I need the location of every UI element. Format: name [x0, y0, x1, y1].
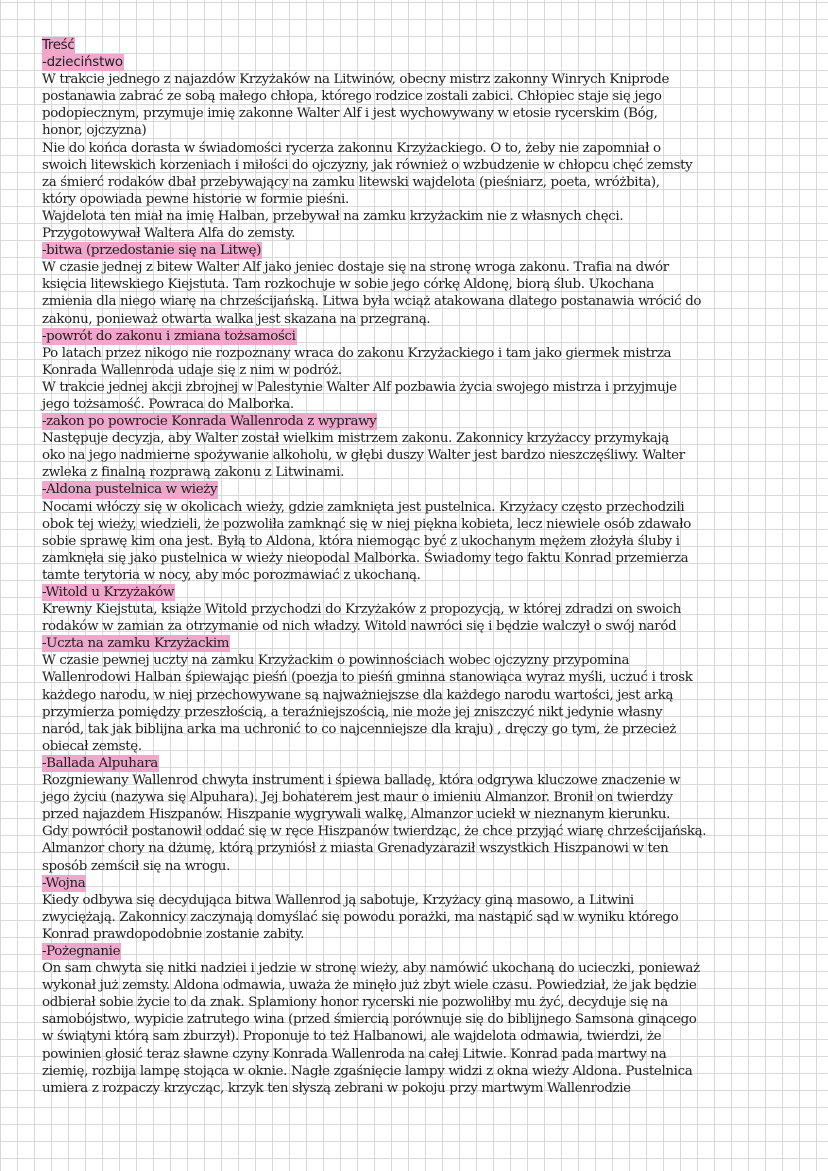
text-line-content: W czasie jednej z bitew Walter Alf jako jeniec dostaje się na stronę wroga zakonu. Trafia na dwór — [42, 260, 669, 276]
text-line-content: postanawia zabrać ze sobą małego chłopa, którego rodzice zostali zabici. Chłopiec staje się jego — [42, 89, 662, 105]
section-heading: -Aldona pustelnica w wieży — [42, 482, 218, 498]
text-line — [42, 977, 794, 994]
text-line-content: tamte terytoria w nocy, aby móc porozmawiać z ukochaną. — [42, 567, 421, 583]
text-line — [42, 1028, 794, 1045]
text-line — [42, 618, 794, 635]
text-line — [42, 345, 794, 362]
section-heading: -Uczta na zamku Krzyżackim — [42, 636, 230, 652]
text-line-content: Wajdelota ten miał na imię Halban, przebywał na zamku krzyżackim nie z własnych chęci. — [42, 208, 624, 224]
note-title-line — [42, 37, 794, 54]
text-line-content: jego tożsamość. Powraca do Malborka. — [42, 396, 294, 412]
text-line-content: Krewny Kiejstuta, książe Witold przychodzi do Krzyżaków z propozycją, w której zdradzi on swoich — [42, 602, 682, 618]
text-line-content: Wallenrodowi Halban śpiewając pieśń (poezja to pieśń gminna stanowiąca wyraz myśli, uczuć i trosk — [42, 670, 693, 686]
text-line-content: umiera z rozpaczy krzycząc, krzyk ten słyszą zebrani w pokoju przy martwym Wallenrodzie — [42, 1080, 631, 1096]
text-line-content: zwyciężają. Zakonnicy zaczynają domyślać się powodu porażki, ma nastąpić sąd w wyniku którego — [42, 909, 679, 925]
section-heading: -Wojna — [42, 875, 86, 891]
section-heading-line — [42, 755, 794, 772]
text-line — [42, 379, 794, 396]
section-heading-line — [42, 943, 794, 960]
text-line-content: naród, tak jak biblijna arka ma uchronić to co najcenniejsze dla kraju) , dręczy go tym, że przecież — [42, 721, 677, 737]
text-line-content: W czasie pewnej uczty na zamku Krzyżackim o powinnościach wobec ojczyzny przypomina — [42, 653, 630, 669]
text-line-content: przymierza pomiędzy przeszłością, a teraźniejszością, nie może jej zniszczyć nikt jedynie własny — [42, 704, 663, 720]
text-line-content: zakonu, ponieważ otwarta walka jest skazana na przegraną. — [42, 311, 431, 327]
text-line — [42, 567, 794, 584]
text-line-content: zwleka z finalną rozprawą zakonu z Litwinami. — [42, 465, 344, 481]
text-line — [42, 687, 794, 704]
text-line — [42, 738, 794, 755]
text-line-content: honor, ojczyzna) — [42, 123, 147, 139]
text-line-content: Konrad prawdopodobnie zostanie zabity. — [42, 926, 304, 942]
section-heading-line — [42, 481, 794, 498]
text-line — [42, 447, 794, 464]
text-line — [42, 892, 794, 909]
text-line-content: który opowiada pewne historie w formie pieśni. — [42, 191, 349, 207]
text-line — [42, 174, 794, 191]
text-line — [42, 806, 794, 823]
text-line-content: sobie sprawę kim ona jest. Byłą to Aldona, która niemogąc być z ukochanym mężem złożyła śluby i — [42, 533, 680, 549]
text-line-content: odbierał sobie życie to da znak. Splamiony honor rycerski nie pozwoliłby mu żyć, decyduje się na — [42, 995, 668, 1011]
note-title: Treść — [42, 38, 75, 53]
text-line — [42, 789, 794, 806]
text-line-content: podopiecznym, przymuje imię zakonne Walter Alf i jest wychowywany w etosie rycerskim (Bóg, — [42, 106, 658, 122]
text-line-content: Konrada Wallenroda udaje się z nim w podróż. — [42, 362, 342, 378]
section-heading-line — [42, 242, 794, 259]
text-line-content: samobójstwo, wypicie zatrutego wina (przed śmiercią porównuje się do biblijnego Samsona ginącego — [42, 1012, 697, 1028]
section-heading: -Pożegnanie — [42, 943, 121, 959]
text-line — [42, 430, 794, 447]
text-line — [42, 71, 794, 88]
note-page — [42, 37, 794, 1097]
text-line — [42, 601, 794, 618]
text-line-content: Almanzor chory na dżumę, którą przyniósł z miasta Grenadyzaraził wszystkich Hiszpanowi w ten — [42, 841, 669, 857]
text-line — [42, 1080, 794, 1097]
text-line-content: Nie do końca dorasta w świadomości rycerza zakonnu Krzyżackiego. O to, żeby nie zapomniał o — [42, 140, 661, 156]
text-line-content: ziemię, rozbija lampę stojąca w oknie. Nagłe zgaśnięcie lampy widzi z okna wieży Aldona. Pustelnica — [42, 1063, 693, 1079]
text-line-content: Gdy powrócił postanowił oddać się w ręce Hiszpanów twierdząc, że chce przyjąć wiarę chrześcijańską. — [42, 824, 707, 840]
text-line — [42, 550, 794, 567]
text-line — [42, 772, 794, 789]
section-heading: -Ballada Alpuhara — [42, 755, 158, 771]
section-heading-line — [42, 413, 794, 430]
text-line — [42, 1011, 794, 1028]
section-heading: -bitwa (przedostanie się na Litwę) — [42, 243, 262, 259]
section-heading-line — [42, 54, 794, 71]
text-line — [42, 909, 794, 926]
note-body — [42, 54, 794, 1097]
text-line-content: On sam chwyta się nitki nadziei i jedzie w stronę wieży, aby namówić ukochaną do ucieczki, ponieważ — [42, 961, 700, 977]
text-line — [42, 225, 794, 242]
text-line-content: obok tej wieży, wiedzieli, że pozwoliła zamknąć się w niej piękna kobieta, lecz niewiele osób zdawało — [42, 516, 691, 532]
text-line — [42, 464, 794, 481]
text-line-content: Następuje decyzja, aby Walter został wielkim mistrzem zakonu. Zakonnicy krzyżaccy przymykają — [42, 431, 669, 447]
text-line — [42, 208, 794, 225]
text-line — [42, 499, 794, 516]
text-line-content: Przygotowywał Waltera Alfa do zemsty. — [42, 226, 296, 242]
text-line-content: wykonał już zemsty. Aldona odmawia, uważa że minęło już zbyt wiele czasu. Powiedział, że jak będzie — [42, 978, 697, 994]
text-line — [42, 311, 794, 328]
text-line — [42, 122, 794, 139]
text-line — [42, 533, 794, 550]
text-line-content: zmienia dla niego wiarę na chrześcijańską. Litwa była wciąż atakowana dlatego postanawia wrócić do — [42, 294, 702, 310]
text-line — [42, 140, 794, 157]
section-heading: -Witold u Krzyżaków — [42, 585, 175, 600]
text-line — [42, 293, 794, 310]
text-line-content: Nocami włóczy się w okolicach wieży, gdzie zamknięta jest pustelnica. Krzyżacy często przechodzili — [42, 499, 685, 515]
text-line-content: jego życiu (nazywa się Alpuhara). Jej bohaterem jest maur o imieniu Almanzor. Bronił on twierdzy — [42, 790, 673, 806]
text-line — [42, 823, 794, 840]
section-heading: -zakon po powrocie Konrada Wallenroda z wyprawy — [42, 414, 377, 430]
text-line — [42, 396, 794, 413]
text-line-content: oko na jego nadmierne spożywanie alkoholu, w głębi duszy Walter jest bardzo nieszczęśliwy. Walter — [42, 448, 685, 464]
text-line — [42, 1063, 794, 1080]
text-line — [42, 191, 794, 208]
text-line — [42, 652, 794, 669]
text-line-content: powinien głosić teraz sławne czyny Konrada Wallenroda na całej Litwie. Konrad pada martwy na — [42, 1046, 667, 1062]
section-heading: -powrót do zakonu i zmiana tożsamości — [42, 328, 296, 344]
text-line-content: Rozgniewany Wallenrod chwyta instrument i śpiewa balladę, która odgrywa kluczowe znaczenie w — [42, 773, 681, 789]
text-line-content: sposób zemścił się na wrogu. — [42, 858, 230, 874]
text-line-content: Kiedy odbywa się decydująca bitwa Wallenrod ją sabotuje, Krzyżacy giną masowo, a Litwini — [42, 892, 634, 908]
text-line — [42, 516, 794, 533]
text-line-content: zamknęła się jako pustelnica w wieży nieopodal Malborka. Świadomy tego faktu Konrad przemierza — [42, 550, 689, 566]
text-line-content: swoich litewskich korzeniach i miłości do ojczyzny, jak również o wzbudzenie w chłopcu chęć zemsty — [42, 157, 693, 173]
section-heading-line — [42, 584, 794, 601]
text-line — [42, 721, 794, 738]
text-line — [42, 994, 794, 1011]
text-line — [42, 105, 794, 122]
section-heading: -dzieciństwo — [42, 55, 123, 71]
text-line-content: Po latach przez nikogo nie rozpoznany wraca do zakonu Krzyżackiego i tam jako giermek mistrza — [42, 345, 672, 361]
text-line — [42, 259, 794, 276]
text-line-content: w świątyni którą sam zburzył). Proponuje to też Halbanowi, ale wajdelota odmawia, twierdzi, że — [42, 1029, 662, 1045]
text-line — [42, 157, 794, 174]
text-line — [42, 669, 794, 686]
section-heading-line — [42, 328, 794, 345]
text-line — [42, 1046, 794, 1063]
text-line — [42, 926, 794, 943]
section-heading-line — [42, 635, 794, 652]
text-line-content: przed najazdem Hiszpanów. Hiszpanie wygrywali walkę, Almanzor uciekł w nieznanym kierunku. — [42, 807, 671, 823]
text-line — [42, 704, 794, 721]
text-line-content: rodaków w zamian za otrzymanie od nich władzy. Witold nawróci się i będzie walczył o swój naród — [42, 619, 677, 635]
text-line-content: obiecał zemstę. — [42, 738, 142, 754]
text-line — [42, 840, 794, 857]
text-line — [42, 276, 794, 293]
text-line-content: W trakcie jednej akcji zbrojnej w Palestynie Walter Alf pozbawia życia swojego mistrza i przyjmuje — [42, 379, 677, 395]
text-line-content: W trakcie jednego z najazdów Krzyżaków na Litwinów, obecny mistrz zakonny Winrych Kniprode — [42, 72, 670, 88]
text-line — [42, 960, 794, 977]
text-line-content: księcia litewskiego Kiejstuta. Tam rozkochuje w sobie jego córkę Aldonę, biorą ślub. Ukochana — [42, 277, 654, 293]
text-line — [42, 88, 794, 105]
text-line-content: każdego narodu, w niej przechowywane są najważniejszse dla każdego narodu wartości, jest arką — [42, 687, 674, 703]
section-heading-line — [42, 875, 794, 892]
text-line — [42, 858, 794, 875]
text-line-content: za śmierć rodaków dbał przebywający na zamku litewski wajdelota (pieśniarz, poeta, wróżbita), — [42, 174, 660, 190]
text-line — [42, 362, 794, 379]
